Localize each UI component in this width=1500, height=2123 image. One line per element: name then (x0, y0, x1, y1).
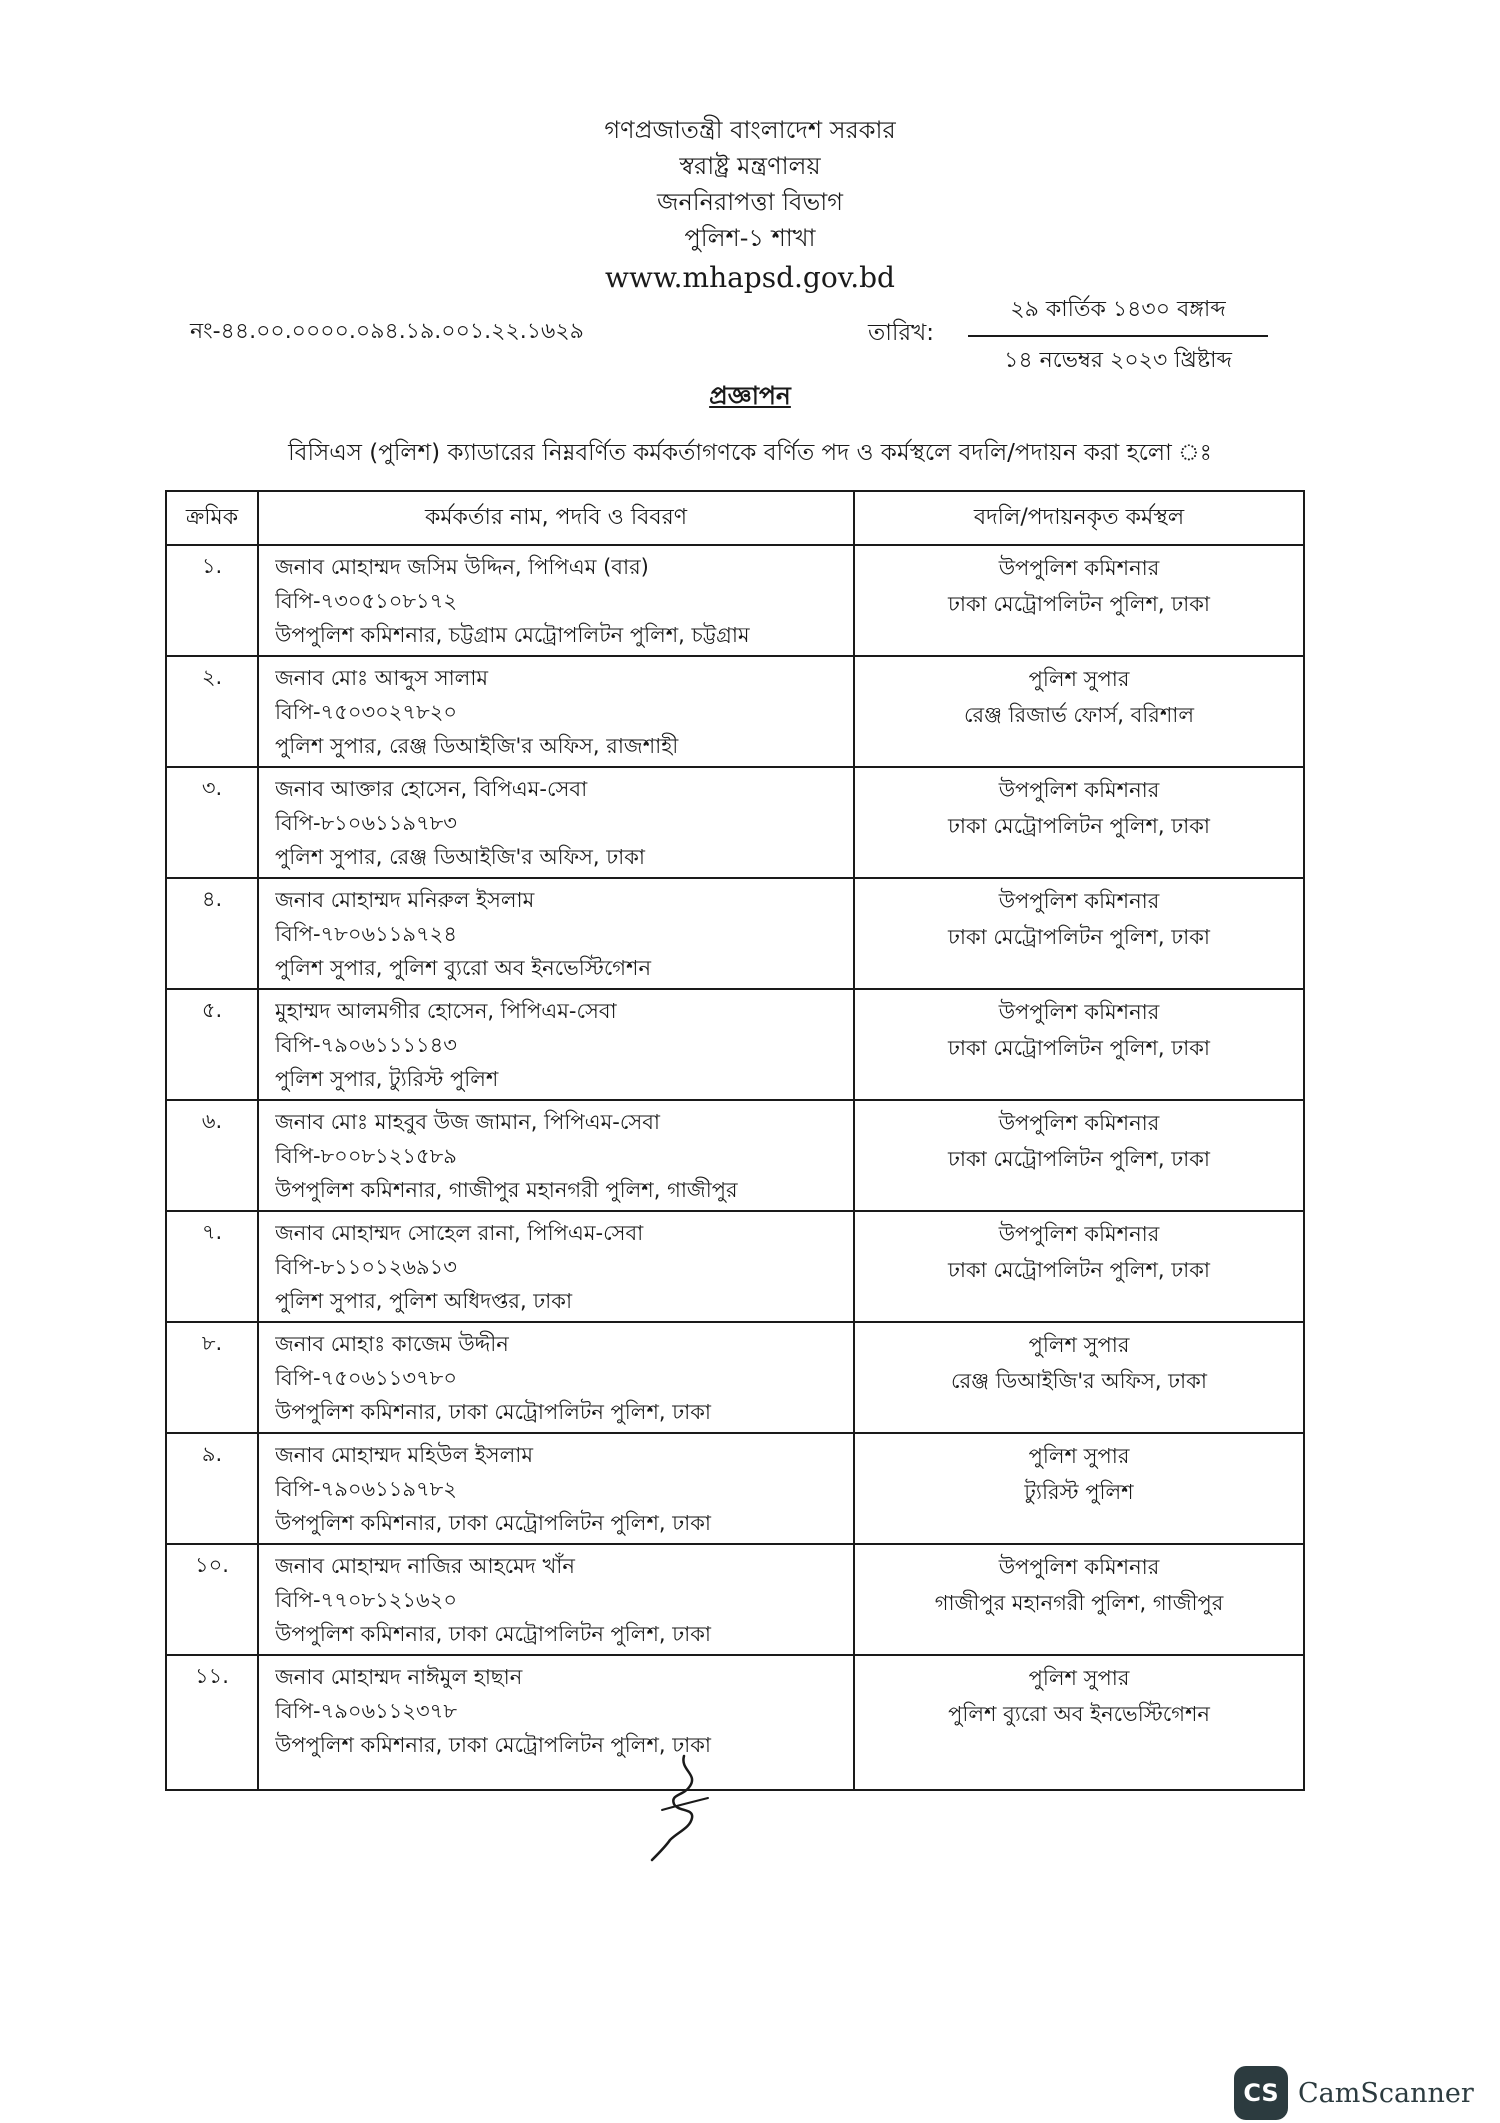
camscanner-watermark (1234, 2066, 1474, 2120)
posting-cell (854, 545, 1304, 656)
details-cell (258, 656, 854, 767)
bp-number: বিপি-৮০০৮১২১৫৮৯ (275, 1144, 457, 1168)
new-post: উপপুলিশ কমিশনার (998, 556, 1160, 580)
bp-number: বিপি-৭৫০৬১১৩৭৮০ (275, 1366, 457, 1390)
posting-cell (854, 656, 1304, 767)
letterhead (0, 112, 1500, 300)
table-row (166, 989, 1304, 1100)
current-posting: পুলিশ সুপার, ট্যুরিস্ট পুলিশ (275, 1067, 499, 1091)
bp-number: বিপি-৭৯০৬১১১১৪৩ (275, 1033, 457, 1057)
current-posting: উপপুলিশ কমিশনার, ঢাকা মেট্রোপলিটন পুলিশ, ঢাকা (275, 1400, 711, 1424)
posting-cell (854, 1100, 1304, 1211)
details-cell (258, 767, 854, 878)
serial-cell: ৮. (166, 1322, 258, 1433)
details-cell (258, 1655, 854, 1790)
posting-cell (854, 1322, 1304, 1433)
table-row (166, 1544, 1304, 1655)
bp-number: বিপি-৭৯০৬১১২৩৭৮ (275, 1699, 457, 1723)
details-cell (258, 1544, 854, 1655)
table-row (166, 545, 1304, 656)
current-posting: উপপুলিশ কমিশনার, ঢাকা মেট্রোপলিটন পুলিশ, ঢাকা (275, 1511, 711, 1535)
serial-cell: ২. (166, 656, 258, 767)
new-place: গাজীপুর মহানগরী পুলিশ, গাজীপুর (934, 1591, 1224, 1615)
table-row (166, 878, 1304, 989)
camscanner-logo-icon: CS (1234, 2066, 1288, 2120)
new-post: উপপুলিশ কমিশনার (998, 1555, 1160, 1579)
header-posting: বদলি/পদায়নকৃত কর্মস্থল (854, 491, 1304, 545)
posting-cell (854, 1544, 1304, 1655)
new-post: উপপুলিশ কমিশনার (998, 1000, 1160, 1024)
table-header-row (166, 491, 1304, 545)
current-posting: পুলিশ সুপার, রেঞ্জ ডিআইজি'র অফিস, ঢাকা (275, 845, 646, 869)
serial-cell: ৯. (166, 1433, 258, 1544)
posting-cell (854, 767, 1304, 878)
division-name: জননিরাপত্তা বিভাগ (657, 188, 843, 216)
new-place: ঢাকা মেট্রোপলিটন পুলিশ, ঢাকা (947, 1036, 1211, 1060)
notice-title (0, 376, 1500, 419)
new-post: উপপুলিশ কমিশনার (998, 889, 1160, 913)
current-posting: পুলিশ সুপার, রেঞ্জ ডিআইজি'র অফিস, রাজশাহী (275, 734, 679, 758)
memo-number: নং-৪৪.০০.০০০০.০৯৪.১৯.০০১.২২.১৬২৯ (190, 319, 584, 344)
bp-number: বিপি-৭৯০৬১১৯৭৮২ (275, 1477, 457, 1501)
new-place: ঢাকা মেট্রোপলিটন পুলিশ, ঢাকা (947, 1258, 1211, 1282)
new-place: রেঞ্জ রিজার্ভ ফোর্স, বরিশাল (963, 703, 1195, 727)
table-row (166, 1211, 1304, 1322)
current-posting: উপপুলিশ কমিশনার, ঢাকা মেট্রোপলিটন পুলিশ, ঢাকা (275, 1622, 711, 1646)
posting-cell (854, 1433, 1304, 1544)
details-cell (258, 1322, 854, 1433)
date-bangla: ২৯ কার্তিক ১৪৩০ বঙ্গাব্দ (968, 292, 1268, 337)
serial-cell: ৬. (166, 1100, 258, 1211)
new-place: ঢাকা মেট্রোপলিটন পুলিশ, ঢাকা (947, 814, 1211, 838)
bp-number: বিপি-৮১০৬১১৯৭৮৩ (275, 811, 457, 835)
details-cell (258, 878, 854, 989)
officer-name: জনাব মোঃ মাহবুব উজ জামান, পিপিএম-সেবা (275, 1110, 660, 1134)
signature (640, 1752, 730, 1862)
officer-name: জনাব মোঃ আব্দুস সালাম (275, 666, 489, 690)
new-post: উপপুলিশ কমিশনার (998, 778, 1160, 802)
new-post: পুলিশ সুপার (1028, 667, 1130, 691)
details-cell (258, 1433, 854, 1544)
posting-cell (854, 1211, 1304, 1322)
table-row (166, 1433, 1304, 1544)
serial-cell: ১১. (166, 1655, 258, 1790)
table-row (166, 767, 1304, 878)
posting-cell (854, 878, 1304, 989)
date-block (968, 292, 1268, 380)
new-place: রেঞ্জ ডিআইজি'র অফিস, ঢাকা (951, 1369, 1207, 1393)
posting-cell (854, 989, 1304, 1100)
bp-number: বিপি-৭৭০৮১২১৬২০ (275, 1588, 457, 1612)
bp-number: বিপি-৭৩০৫১০৮১৭২ (275, 589, 457, 613)
officer-name: জনাব মোহাঃ কাজেম উদ্দীন (275, 1332, 509, 1356)
header-serial: ক্রমিক (166, 491, 258, 545)
notice-text: বিসিএস (পুলিশ) ক্যাডারের নিম্নবর্ণিত কর্মকর্তাগণকে বর্ণিত পদ ও কর্মস্থলে বদলি/পদায়ন করা হলো ঃ (288, 440, 1212, 466)
table-row (166, 1655, 1304, 1790)
new-place: ঢাকা মেট্রোপলিটন পুলিশ, ঢাকা (947, 592, 1211, 616)
officer-name: মুহাম্মদ আলমগীর হোসেন, পিপিএম-সেবা (275, 999, 617, 1023)
details-cell (258, 1211, 854, 1322)
serial-cell: ৪. (166, 878, 258, 989)
new-place: ট্যুরিস্ট পুলিশ (1024, 1480, 1134, 1504)
new-post: উপপুলিশ কমিশনার (998, 1222, 1160, 1246)
officer-name: জনাব মোহাম্মদ জসিম উদ্দিন, পিপিএম (বার) (275, 555, 649, 579)
table-row (166, 1100, 1304, 1211)
details-cell (258, 545, 854, 656)
current-posting: পুলিশ সুপার, পুলিশ ব্যুরো অব ইনভেস্টিগেশন (275, 956, 651, 980)
serial-cell: ৩. (166, 767, 258, 878)
date-label: তারিখ: (868, 320, 935, 346)
new-place: পুলিশ ব্যুরো অব ইনভেস্টিগেশন (948, 1702, 1210, 1726)
officer-name: জনাব আক্তার হোসেন, বিপিএম-সেবা (275, 777, 588, 801)
details-cell (258, 1100, 854, 1211)
ministry-name: স্বরাষ্ট্র মন্ত্রণালয় (679, 152, 821, 180)
new-place: ঢাকা মেট্রোপলিটন পুলিশ, ঢাকা (947, 1147, 1211, 1171)
camscanner-label: CamScanner (1298, 2077, 1474, 2109)
officer-name: জনাব মোহাম্মদ মনিরুল ইসলাম (275, 888, 535, 912)
new-post: উপপুলিশ কমিশনার (998, 1111, 1160, 1135)
bp-number: বিপি-৮১১০১২৬৯১৩ (275, 1255, 457, 1279)
serial-cell: ১০. (166, 1544, 258, 1655)
transfer-table (165, 490, 1305, 1791)
officer-name: জনাব মোহাম্মদ নাঈমুল হাছান (275, 1665, 523, 1689)
government-name: গণপ্রজাতন্ত্রী বাংলাদেশ সরকার (604, 116, 896, 144)
table-row (166, 1322, 1304, 1433)
posting-cell (854, 1655, 1304, 1790)
officer-name: জনাব মোহাম্মদ নাজির আহমেদ খাঁন (275, 1554, 575, 1578)
bp-number: বিপি-৭৫০৩০২৭৮২০ (275, 700, 458, 724)
new-post: পুলিশ সুপার (1028, 1444, 1130, 1468)
header-details: কর্মকর্তার নাম, পদবি ও বিবরণ (258, 491, 854, 545)
current-posting: উপপুলিশ কমিশনার, গাজীপুর মহানগরী পুলিশ, গাজীপুর (275, 1178, 738, 1202)
details-cell (258, 989, 854, 1100)
table-row (166, 656, 1304, 767)
bp-number: বিপি-৭৮০৬১১৯৭২৪ (275, 922, 457, 946)
new-post: পুলিশ সুপার (1028, 1666, 1130, 1690)
current-posting: উপপুলিশ কমিশনার, চট্টগ্রাম মেট্রোপলিটন পুলিশ, চট্টগ্রাম (275, 623, 750, 647)
date-gregorian: ১৪ নভেম্বর ২০২৩ খ্রিষ্টাব্দ (1004, 348, 1232, 373)
new-place: ঢাকা মেট্রোপলিটন পুলিশ, ঢাকা (947, 925, 1211, 949)
new-post: পুলিশ সুপার (1028, 1333, 1130, 1357)
current-posting: পুলিশ সুপার, পুলিশ অধিদপ্তর, ঢাকা (275, 1289, 573, 1313)
website-url: www.mhapsd.gov.bd (605, 261, 895, 294)
section-name: পুলিশ-১ শাখা (684, 224, 816, 252)
officer-name: জনাব মোহাম্মদ মহিউল ইসলাম (275, 1443, 534, 1467)
serial-cell: ১. (166, 545, 258, 656)
officer-name: জনাব মোহাম্মদ সোহেল রানা, পিপিএম-সেবা (275, 1221, 644, 1245)
serial-cell: ৫. (166, 989, 258, 1100)
notice-title-text: প্রজ্ঞাপন (709, 381, 791, 410)
serial-cell: ৭. (166, 1211, 258, 1322)
current-posting: উপপুলিশ কমিশনার, ঢাকা মেট্রোপলিটন পুলিশ, ঢাকা (275, 1733, 711, 1757)
